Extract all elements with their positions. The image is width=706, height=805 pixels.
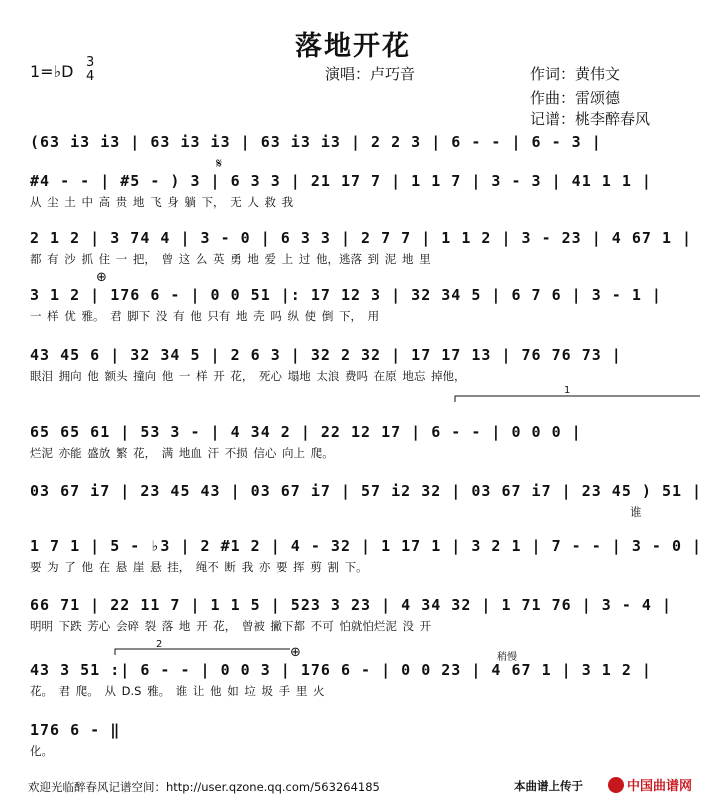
- volta-1-bracket: [455, 396, 700, 402]
- lyrics-line: 烂泥 亦能 盛放 繁 花， 满 地血 汗 不损 信心 向上 爬。: [30, 446, 334, 460]
- notes-line: 3 1 2 | 176 6 - | 0 0 51 |: 17 12 3 | 32 34 5 | 6 7 6 | 3 - 1 |: [30, 286, 662, 304]
- lyrics-line: 化。: [30, 744, 53, 758]
- notes-line: 176 6 - ‖: [30, 721, 121, 739]
- lyrics-line: 一 样 优 雅。 君 脚下 没 有 他 只有 地 壳 吗 纵 使 倒 下， 用: [30, 309, 380, 323]
- logo-text: 中国曲谱网: [627, 779, 693, 794]
- lyrics-line: 明明 下跌 芳心 会碎 裂 落 地 开 花， 曾被 撇下都 不可 怕就怕烂泥 没 开: [30, 619, 432, 633]
- logo-graphic: [607, 774, 693, 796]
- lyrics-line: 要 为 了 他 在 悬 崖 悬 挂， 绳不 断 我 亦 要 挥 剪 割 下。: [30, 560, 368, 574]
- lyrics-line: 眼泪 拥向 他 额头 撞向 他 一 样 开 花， 死心 塌地 太浪 费吗 在原 地忘 掉他，: [30, 369, 466, 383]
- notes-line: 1 7 1 | 5 - ♭3 | 2 #1 2 | 4 - 32 | 1 17 1 | 3 2 1 | 7 - - | 3 - 0 |: [30, 537, 703, 555]
- site-logo: [607, 774, 693, 796]
- lyricist-credit: 作词：黄伟文: [530, 65, 621, 83]
- time-numerator: 3: [86, 55, 95, 70]
- segno-mark: 𝄋: [216, 156, 223, 172]
- footer-credit: 欢迎光临醉春风记谱空间：http://user.qzone.qq.com/563264185: [28, 780, 380, 794]
- lyrics-line: 花。 君 爬。 从 D.S 雅。 谁 让 他 如 垃 圾 手 里 火: [30, 684, 325, 698]
- singer-credit: 演唱：卢巧音: [325, 65, 416, 83]
- volta-1-label: 1: [564, 385, 571, 396]
- volta-2-bracket: [115, 649, 290, 655]
- composer-credit: 作曲：雷颂德: [530, 89, 621, 107]
- footer-upload-note: 本曲谱上传于: [514, 779, 583, 793]
- lyrics-line: 从 尘 土 中 高 贵 地 飞 身 躺 下， 无 人 救 我: [30, 195, 294, 209]
- notes-line: 43 3 51 :| 6 - - | 0 0 3 | 176 6 - | 0 0 23 | 4 67 1 | 3 1 2 |: [30, 661, 652, 679]
- tempo-slower-mark: 稍慢: [497, 652, 517, 663]
- notes-line: 43 45 6 | 32 34 5 | 2 6 3 | 32 2 32 | 17 17 13 | 76 76 73 |: [30, 346, 622, 364]
- time-denominator: 4: [86, 69, 95, 84]
- logo-emblem-icon: [608, 777, 624, 793]
- score-title: 落地开花: [295, 31, 411, 62]
- notes-line: 2 1 2 | 3 74 4 | 3 - 0 | 6 3 3 | 2 7 7 | 1 1 2 | 3 - 23 | 4 67 1 |: [30, 229, 693, 247]
- transcriber-credit: 记谱：桃李醉春风: [530, 110, 651, 128]
- coda-mark: ⊕: [96, 270, 107, 285]
- notes-line: 65 65 61 | 53 3 - | 4 34 2 | 22 12 17 | 6 - - | 0 0 0 |: [30, 423, 582, 441]
- notes-line: (63 i3 i3 | 63 i3 i3 | 63 i3 i3 | 2 2 3 | 6 - - | 6 - 3 |: [30, 133, 602, 151]
- notes-line: 03 67 i7 | 23 45 43 | 03 67 i7 | 57 i2 32 | 03 67 i7 | 23 45 ) 51 |: [30, 482, 703, 500]
- lyrics-line: 都 有 沙 抓 住 一 把， 曾 这 么 英 勇 地 爱 上 过 他，逃落 到 泥 地 里: [30, 252, 431, 266]
- notes-line: #4 - - | #5 - ) 3 | 6 3 3 | 21 17 7 | 1 1 7 | 3 - 3 | 41 1 1 |: [30, 172, 652, 190]
- volta-2-label: 2: [156, 639, 163, 650]
- coda-mark-2: ⊕: [290, 645, 301, 660]
- notes-line: 66 71 | 22 11 7 | 1 1 5 | 523 3 23 | 4 34 32 | 1 71 76 | 3 - 4 |: [30, 596, 672, 614]
- lyrics-line: 谁: [630, 505, 642, 519]
- key-signature: 1=♭D: [30, 62, 74, 81]
